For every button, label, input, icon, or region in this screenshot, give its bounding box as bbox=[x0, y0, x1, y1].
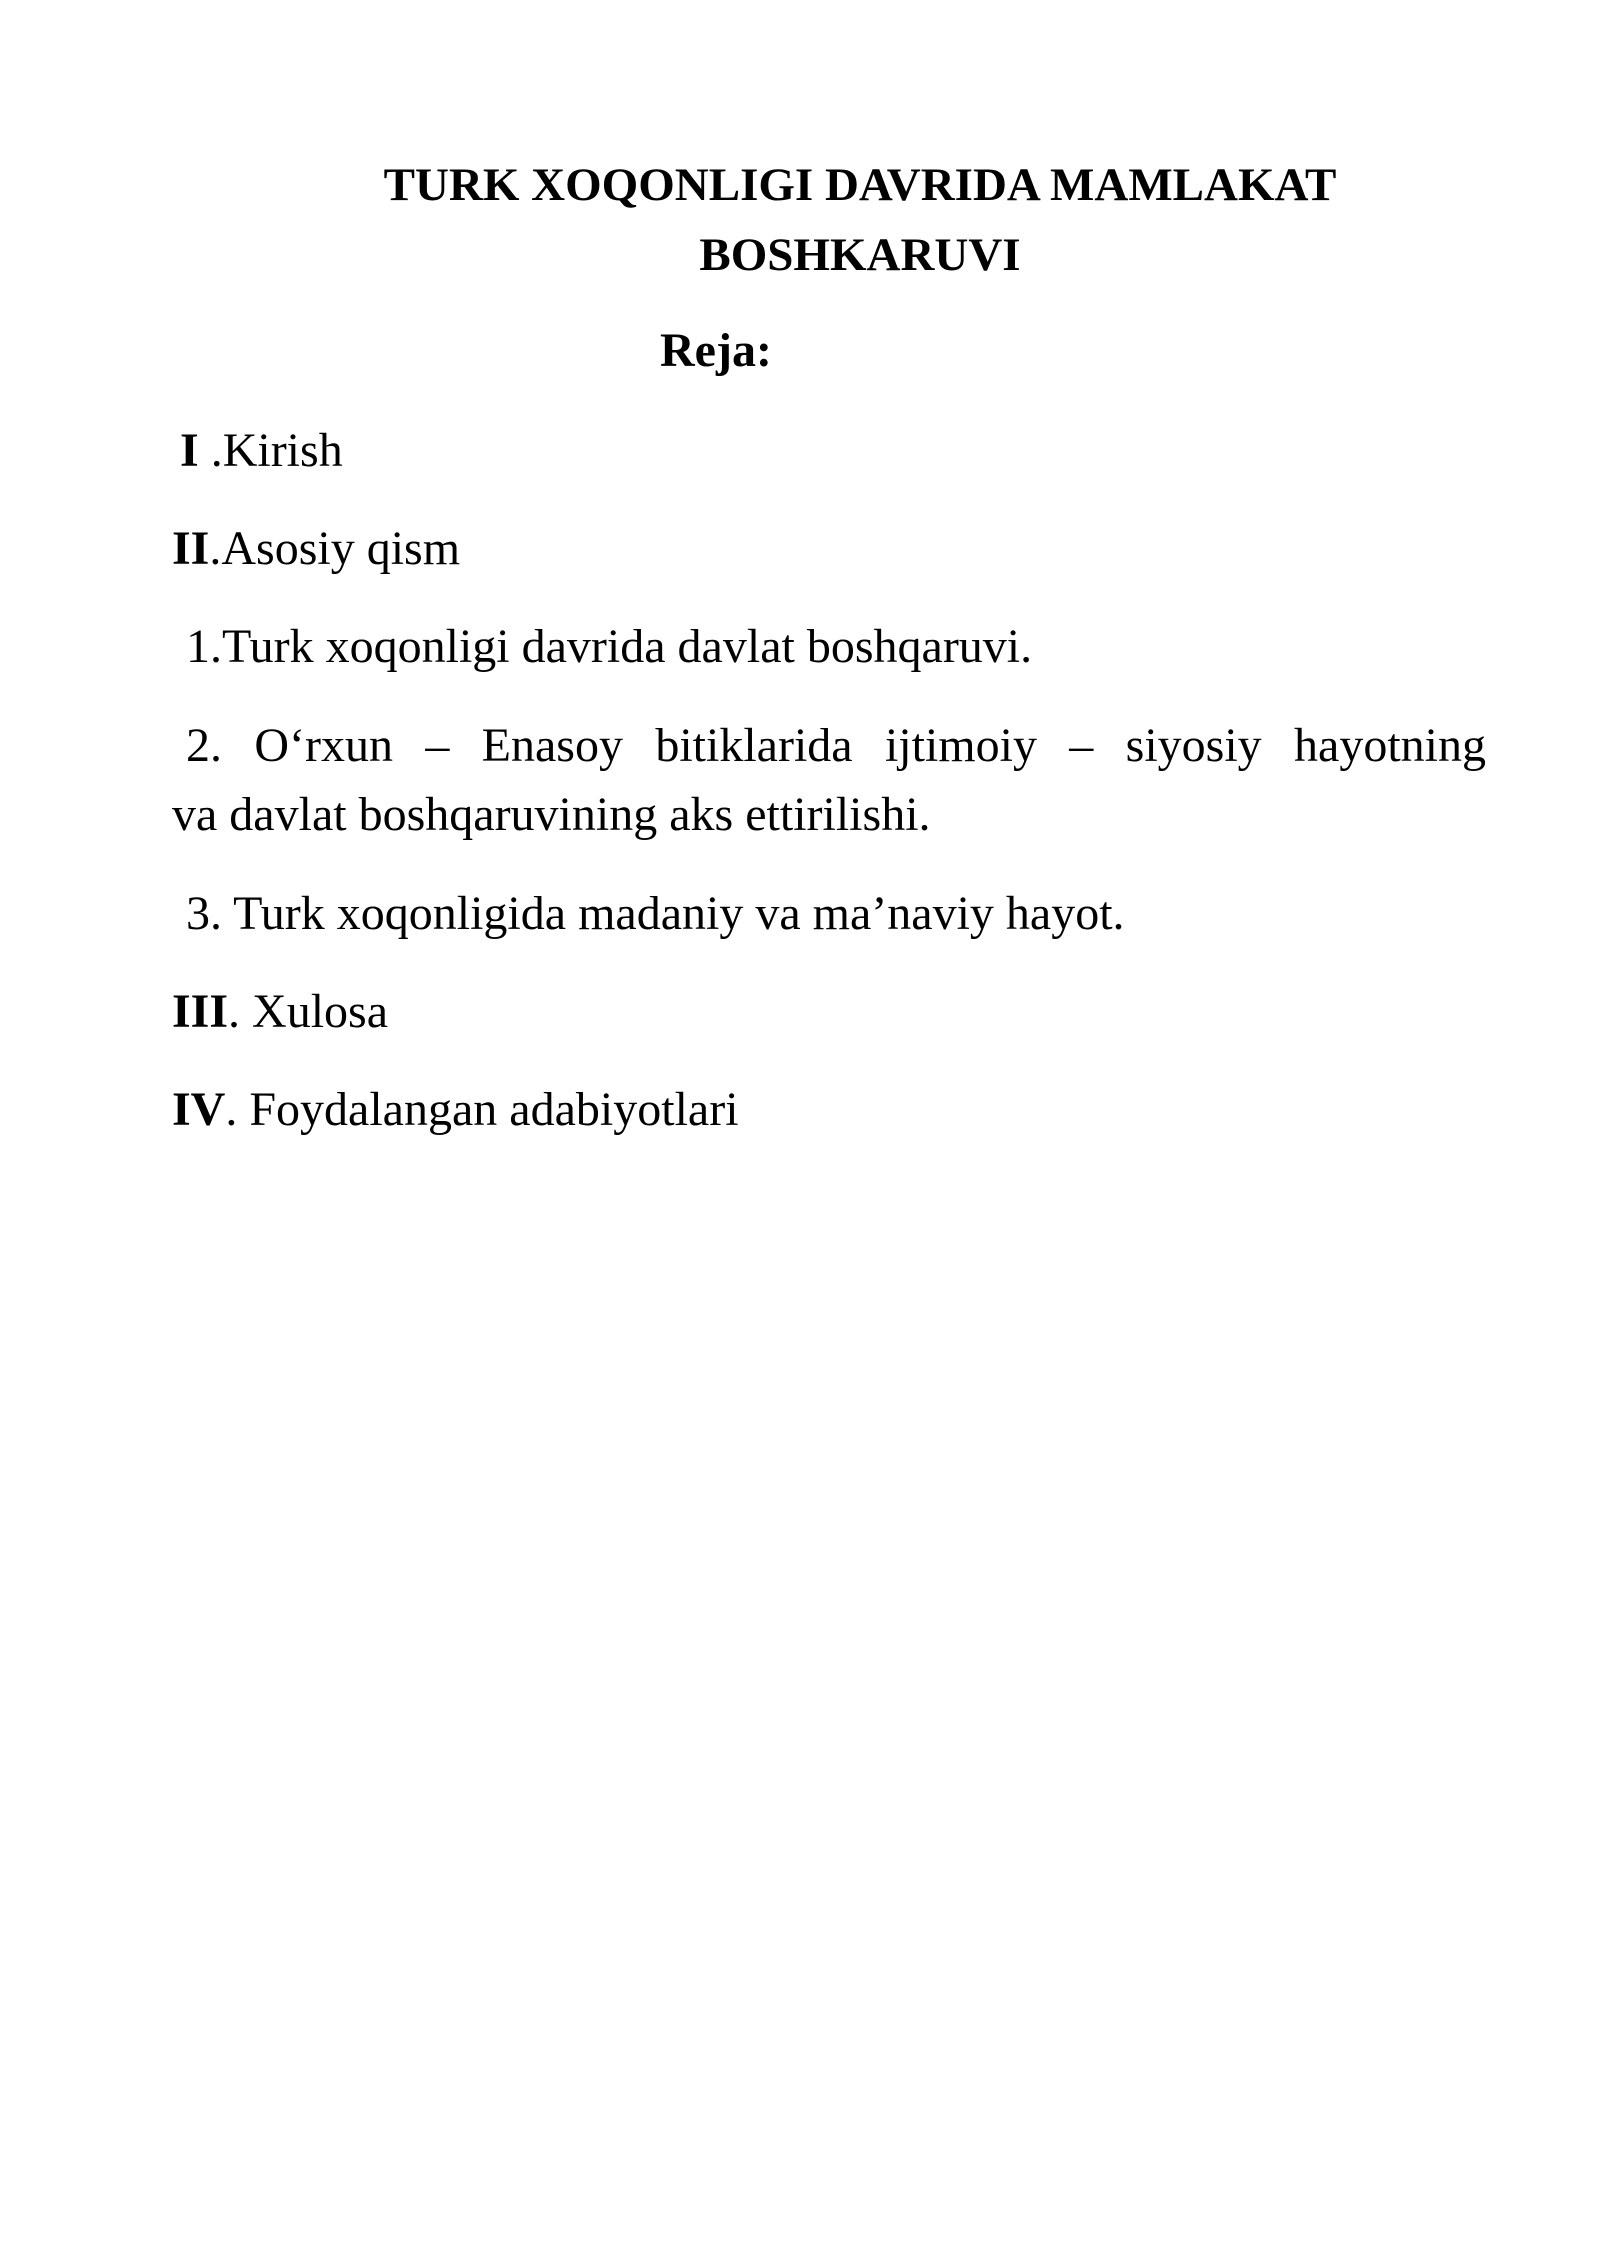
plan-item-text: .Asosiy qism bbox=[209, 522, 461, 575]
plan-subitem-2-line-2 bbox=[172, 789, 1492, 841]
plan-item-main-part bbox=[172, 523, 1492, 575]
plan-subitem-text: va davlat boshqaruvining aks ettirilishi. bbox=[172, 788, 931, 841]
plan-item-text: . Xulosa bbox=[228, 985, 389, 1038]
plan-item-numeral: II bbox=[172, 522, 210, 575]
plan-subitem-2-line-1 bbox=[186, 720, 1486, 772]
plan-item-numeral: I bbox=[180, 424, 211, 477]
plan-subitem-text: 3. Turk xoqonligida madaniy va ma’naviy hayot. bbox=[186, 887, 1125, 940]
plan-item-conclusion bbox=[172, 986, 1492, 1038]
plan-item-references bbox=[172, 1084, 1492, 1136]
plan-item-numeral: III bbox=[172, 985, 229, 1038]
plan-heading: Reja: bbox=[660, 324, 772, 377]
plan-subitem-1 bbox=[186, 621, 1506, 673]
plan-item-text: .Kirish bbox=[210, 424, 343, 477]
document-title-line-2: BOSHKARUVI bbox=[699, 229, 1021, 281]
plan-subitem-3 bbox=[186, 888, 1506, 940]
plan-subitem-text: 1.Turk xoqonligi davrida davlat boshqaruvi. bbox=[186, 620, 1033, 673]
document-title-line-1: TURK XOQONLIGI DAVRIDA MAMLAKAT bbox=[383, 159, 1337, 211]
plan-item-numeral: IV bbox=[172, 1083, 226, 1136]
plan-subitem-text: 2. O‘rxun – Enasoy bitiklarida ijtimoiy – siyosiy hayotning bbox=[186, 719, 1486, 772]
plan-item-introduction bbox=[180, 425, 1500, 477]
plan-item-text: . Foydalangan adabiyotlari bbox=[225, 1083, 739, 1136]
